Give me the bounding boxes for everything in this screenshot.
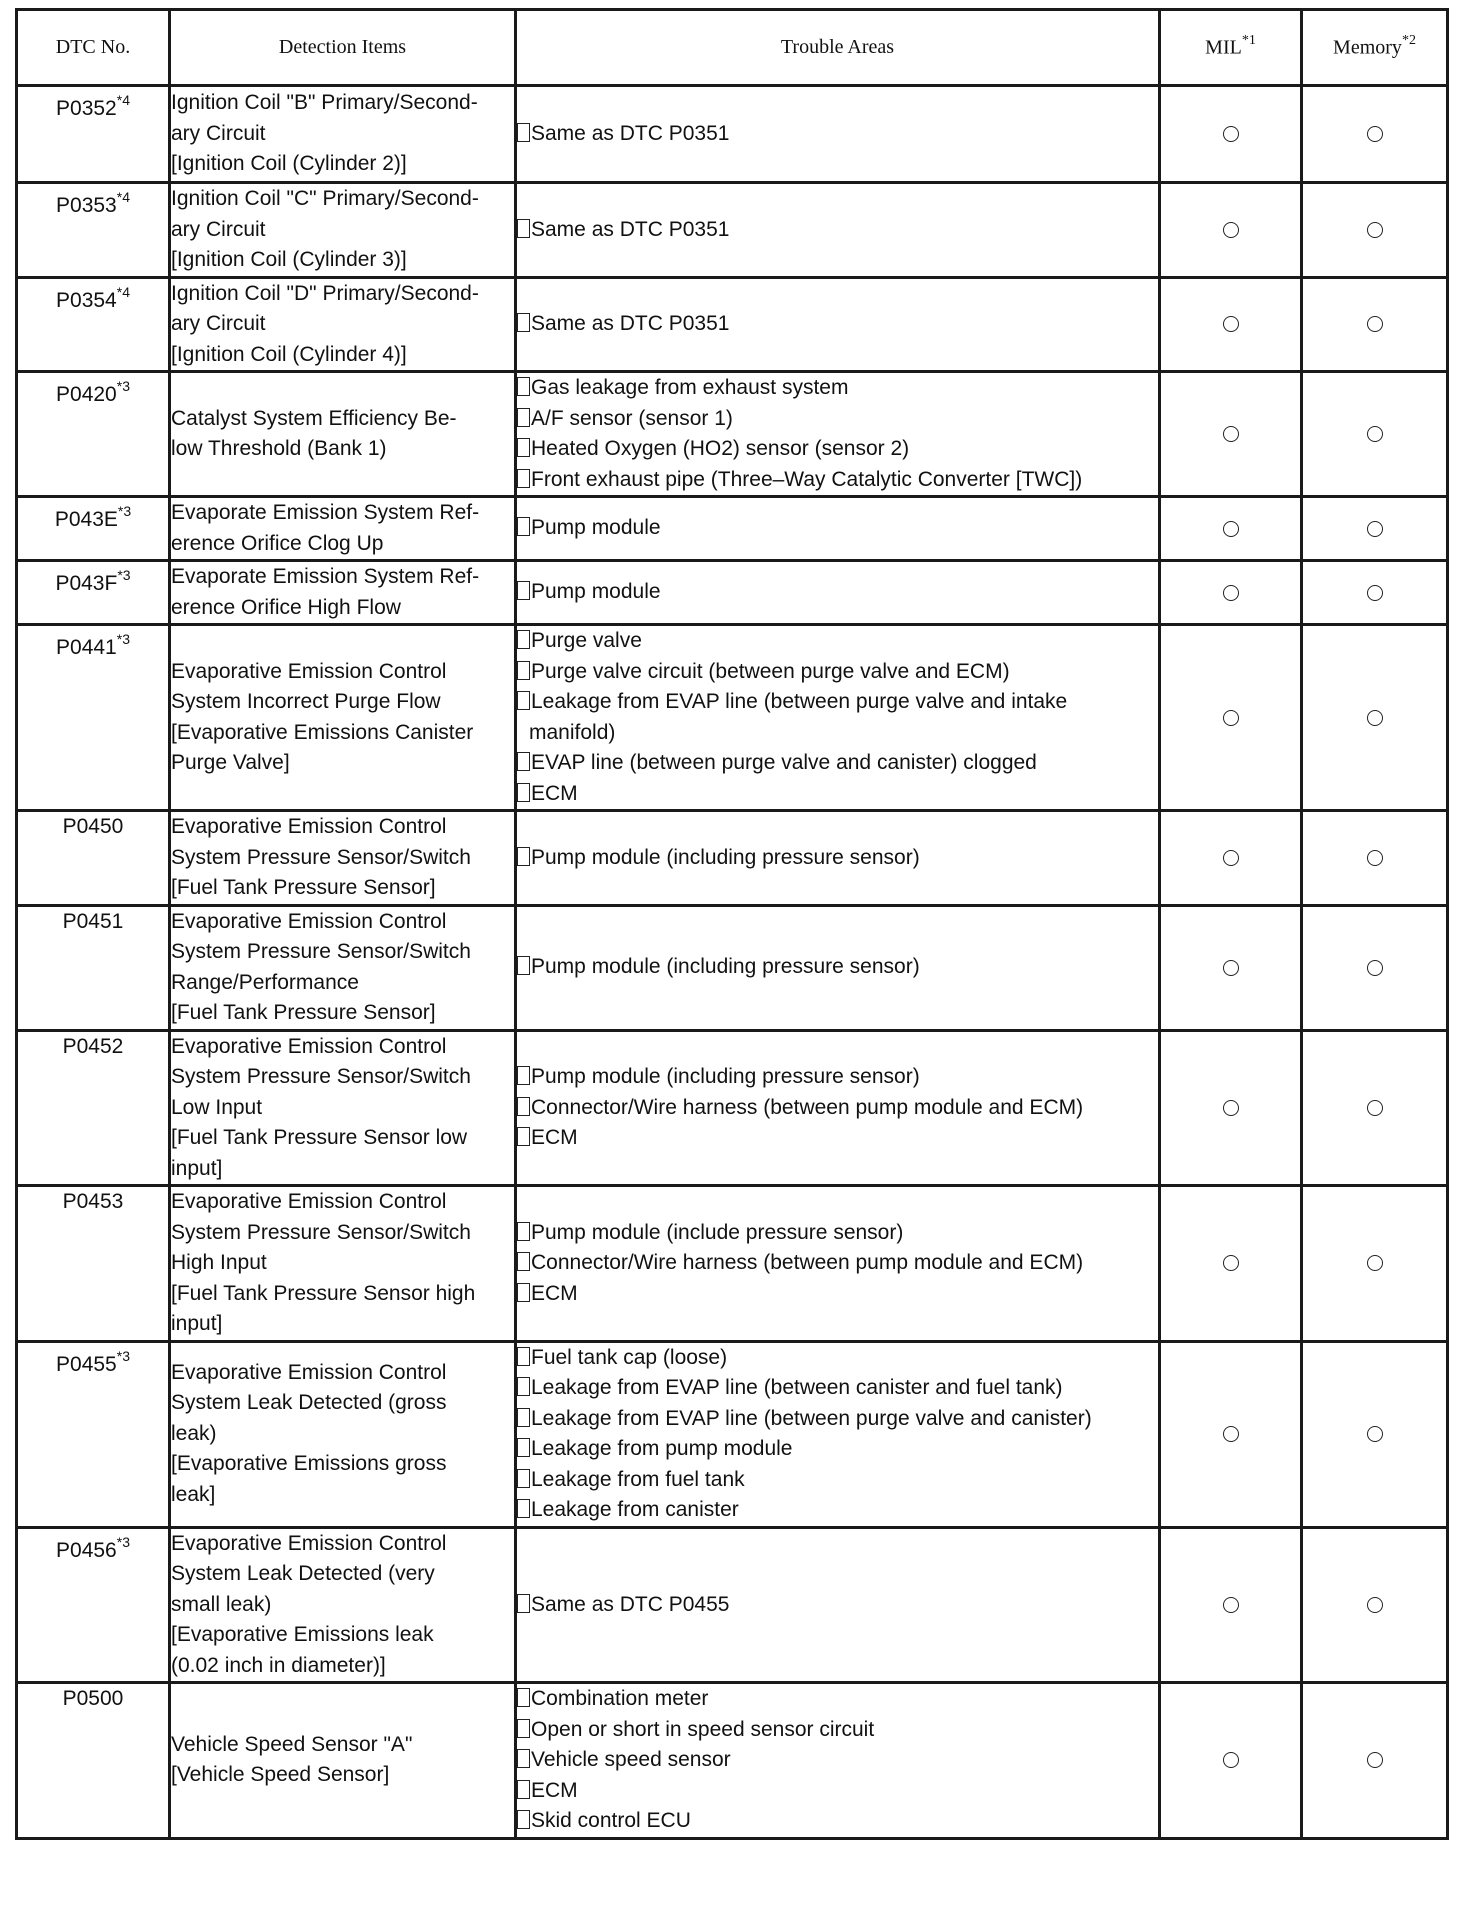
- dtc-code-cell: [17, 905, 170, 1030]
- dtc-footnote: *3: [116, 378, 130, 394]
- detection-item-line: [Ignition Coil (Cylinder 4)]: [171, 342, 407, 366]
- header-memory-note: *2: [1401, 33, 1416, 49]
- memory-cell: [1302, 277, 1448, 372]
- dtc-code-cell: [17, 86, 170, 183]
- trouble-area-text: Leakage from pump module: [531, 1437, 793, 1460]
- bullet-box-icon: [517, 1810, 530, 1829]
- dtc-code: P0441: [56, 636, 117, 659]
- memory-cell: [1302, 1527, 1448, 1683]
- trouble-area-item: [517, 1495, 1158, 1526]
- table-row: [17, 625, 1448, 811]
- trouble-area-text: Purge valve circuit (between purge valve and ECM): [531, 659, 1010, 683]
- table-row: [17, 811, 1448, 906]
- detection-item-line: leak]: [171, 1482, 216, 1506]
- trouble-area-text: EVAP line (between purge valve and canister) clogged: [531, 751, 1037, 774]
- mil-cell: [1160, 561, 1302, 625]
- bullet-box-icon: [517, 691, 530, 710]
- detection-item-line: System Pressure Sensor/Switch: [171, 1065, 471, 1088]
- trouble-area-item: [517, 1123, 1158, 1154]
- mil-cell: [1160, 1030, 1302, 1186]
- trouble-area-text: Same as DTC P0351: [531, 121, 730, 145]
- bullet-box-icon: [517, 438, 530, 457]
- trouble-area-text: A/F sensor (sensor 1): [531, 406, 733, 430]
- detection-item-line: Evaporative Emission Control: [171, 1034, 447, 1058]
- detection-item-line: low Threshold (Bank 1): [171, 437, 387, 460]
- bullet-box-icon: [517, 1377, 530, 1396]
- header-detection: Detection Items: [170, 10, 516, 86]
- memory-cell: [1302, 1030, 1448, 1186]
- header-memory: Memory$^{*2}$: [1302, 10, 1448, 86]
- memory-cell: [1302, 497, 1448, 561]
- trouble-areas-cell: [516, 811, 1160, 906]
- dtc-code-cell: [17, 1341, 170, 1527]
- detection-item-line: Evaporative Emission Control: [171, 815, 447, 838]
- memory-circle-icon: [1367, 850, 1383, 866]
- table-row: [17, 1683, 1448, 1839]
- trouble-area-text: ECM: [531, 1778, 578, 1802]
- detection-item-line: Evaporative Emission Control: [171, 909, 447, 933]
- trouble-area-text: Leakage from EVAP line (between purge valve and canister): [531, 1406, 1092, 1430]
- memory-circle-icon: [1367, 426, 1383, 442]
- bullet-box-icon: [517, 783, 530, 802]
- dtc-code-cell: [17, 811, 170, 906]
- memory-cell: [1302, 183, 1448, 278]
- bullet-box-icon: [517, 123, 530, 142]
- memory-cell: [1302, 561, 1448, 625]
- detection-item-line: [Vehicle Speed Sensor]: [171, 1763, 390, 1787]
- detection-item-line: System Incorrect Purge Flow: [171, 690, 441, 713]
- trouble-area-item: [517, 1343, 1158, 1374]
- detection-item-cell: [170, 811, 516, 906]
- memory-cell: [1302, 625, 1448, 811]
- bullet-box-icon: [517, 581, 530, 600]
- bullet-box-icon: [517, 1780, 530, 1799]
- detection-item-line: Ignition Coil "D" Primary/Second-: [171, 281, 479, 305]
- trouble-area-item: [517, 465, 1158, 496]
- trouble-area-text: Pump module (including pressure sensor): [531, 845, 920, 869]
- detection-item-line: Evaporate Emission System Ref-: [171, 565, 480, 588]
- trouble-area-text: ECM: [531, 1126, 578, 1149]
- trouble-area-item: [517, 404, 1158, 435]
- memory-cell: [1302, 372, 1448, 497]
- trouble-area-item: [517, 687, 1158, 718]
- detection-item-cell: [170, 497, 516, 561]
- trouble-areas-cell: [516, 86, 1160, 183]
- trouble-area-item: [517, 1715, 1158, 1746]
- detection-item-line: erence Orifice High Flow: [171, 595, 401, 619]
- table-row: [17, 1341, 1448, 1527]
- bullet-box-icon: [517, 1222, 530, 1241]
- mil-circle-icon: [1223, 1255, 1239, 1271]
- trouble-area-text: Open or short in speed sensor circuit: [531, 1717, 875, 1741]
- detection-item-line: Vehicle Speed Sensor "A": [171, 1732, 413, 1756]
- header-mil: MIL$^{*1}$: [1160, 10, 1302, 86]
- detection-item-line: System Leak Detected (gross: [171, 1391, 447, 1415]
- bullet-box-icon: [517, 313, 530, 332]
- trouble-areas-cell: [516, 905, 1160, 1030]
- memory-circle-icon: [1367, 1100, 1383, 1116]
- dtc-code: P0450: [62, 815, 124, 838]
- bullet-box-icon: [517, 1594, 530, 1613]
- mil-circle-icon: [1223, 585, 1239, 601]
- dtc-footnote: *3: [116, 1533, 130, 1550]
- trouble-area-text: Pump module: [531, 580, 661, 604]
- header-row: [17, 10, 1448, 86]
- dtc-footnote: *3: [116, 1347, 130, 1364]
- detection-item-line: Ignition Coil "C" Primary/Second-: [171, 187, 479, 210]
- trouble-area-text: Pump module (including pressure sensor): [531, 955, 920, 979]
- detection-item-line: Evaporative Emission Control: [171, 659, 447, 683]
- detection-item-line: input]: [171, 1156, 223, 1180]
- bullet-box-icon: [517, 1438, 530, 1457]
- memory-circle-icon: [1367, 126, 1383, 142]
- memory-circle-icon: [1367, 316, 1383, 332]
- table-row: [17, 372, 1448, 497]
- trouble-area-text: Pump module: [531, 516, 661, 540]
- dtc-code: P0353: [56, 194, 117, 217]
- trouble-area-text: Heated Oxygen (HO2) sensor (sensor 2): [531, 437, 910, 460]
- trouble-area-item: [517, 373, 1158, 404]
- bullet-box-icon: [517, 1127, 530, 1146]
- mil-cell: [1160, 277, 1302, 372]
- detection-item-line: [Ignition Coil (Cylinder 3)]: [171, 248, 407, 271]
- table-row: [17, 497, 1448, 561]
- trouble-area-item: [517, 513, 1158, 544]
- trouble-area-text: ECM: [531, 1281, 578, 1305]
- trouble-area-text: Vehicle speed sensor: [531, 1748, 731, 1771]
- memory-circle-icon: [1367, 1597, 1383, 1613]
- mil-cell: [1160, 811, 1302, 906]
- memory-cell: [1302, 1186, 1448, 1342]
- table-body: [17, 86, 1448, 1839]
- detection-item-line: Catalyst System Efficiency Be-: [171, 406, 457, 430]
- trouble-area-item: [517, 1684, 1158, 1715]
- mil-cell: [1160, 625, 1302, 811]
- mil-circle-icon: [1223, 521, 1239, 537]
- trouble-areas-cell: [516, 1683, 1160, 1839]
- mil-circle-icon: [1223, 316, 1239, 332]
- trouble-area-item: [517, 577, 1158, 608]
- dtc-code: P0455: [56, 1352, 117, 1376]
- trouble-areas-cell: [516, 183, 1160, 278]
- bullet-box-icon: [517, 408, 530, 427]
- detection-item-line: Ignition Coil "B" Primary/Second-: [171, 91, 478, 115]
- dtc-code: P0451: [62, 909, 124, 933]
- mil-cell: [1160, 183, 1302, 278]
- table-row: [17, 86, 1448, 183]
- trouble-area-text: Fuel tank cap (loose): [531, 1345, 728, 1369]
- detection-item-line: Range/Performance: [171, 970, 359, 994]
- detection-item-cell: [170, 1527, 516, 1683]
- memory-circle-icon: [1367, 521, 1383, 537]
- trouble-area-item: [517, 657, 1158, 688]
- trouble-area-text: Leakage from EVAP line (between purge valve and intake: [531, 690, 1068, 713]
- bullet-box-icon: [517, 847, 530, 866]
- dtc-code-cell: [17, 1527, 170, 1683]
- memory-cell: [1302, 811, 1448, 906]
- mil-circle-icon: [1223, 426, 1239, 442]
- detection-item-line: leak): [171, 1421, 217, 1445]
- trouble-area-item: [517, 1218, 1158, 1249]
- trouble-area-item: [517, 1465, 1158, 1496]
- detection-item-cell: [170, 561, 516, 625]
- trouble-area-text: Same as DTC P0455: [531, 1592, 730, 1616]
- mil-cell: [1160, 1341, 1302, 1527]
- trouble-area-text: manifold): [529, 720, 616, 744]
- detection-item-cell: [170, 372, 516, 497]
- detection-item-line: [Fuel Tank Pressure Sensor low: [171, 1126, 468, 1149]
- dtc-code-cell: [17, 625, 170, 811]
- trouble-area-text: Gas leakage from exhaust system: [531, 376, 849, 399]
- trouble-area-item: [517, 748, 1158, 779]
- trouble-area-item: [517, 1373, 1158, 1404]
- trouble-area-item: [517, 718, 1158, 749]
- trouble-area-text: Same as DTC P0351: [531, 312, 730, 335]
- detection-item-cell: [170, 1341, 516, 1527]
- detection-item-line: System Pressure Sensor/Switch: [171, 940, 471, 963]
- memory-circle-icon: [1367, 585, 1383, 601]
- table-row: [17, 183, 1448, 278]
- detection-item-line: Evaporative Emission Control: [171, 1531, 447, 1555]
- detection-item-line: System Pressure Sensor/Switch: [171, 845, 471, 869]
- table-row: [17, 1030, 1448, 1186]
- trouble-area-text: Leakage from EVAP line (between canister and fuel tank): [531, 1376, 1063, 1399]
- dtc-code: P043F: [55, 572, 118, 595]
- bullet-box-icon: [517, 630, 530, 649]
- detection-item-line: [Evaporative Emissions gross: [171, 1452, 447, 1476]
- memory-cell: [1302, 1683, 1448, 1839]
- mil-circle-icon: [1223, 710, 1239, 726]
- bullet-box-icon: [517, 956, 530, 975]
- trouble-areas-cell: [516, 372, 1160, 497]
- trouble-areas-cell: [516, 277, 1160, 372]
- trouble-area-item: [517, 1434, 1158, 1465]
- bullet-box-icon: [517, 1749, 530, 1768]
- memory-circle-icon: [1367, 1752, 1383, 1768]
- trouble-areas-cell: [516, 1030, 1160, 1186]
- trouble-area-text: Connector/Wire harness (between pump module and ECM): [531, 1251, 1084, 1274]
- detection-item-cell: [170, 625, 516, 811]
- memory-cell: [1302, 1341, 1448, 1527]
- trouble-area-item: [517, 952, 1158, 983]
- mil-circle-icon: [1223, 960, 1239, 976]
- dtc-code: P0453: [62, 1190, 124, 1213]
- detection-item-line: [Ignition Coil (Cylinder 2)]: [171, 152, 407, 176]
- mil-cell: [1160, 1527, 1302, 1683]
- dtc-footnote: *3: [116, 631, 130, 647]
- detection-item-line: ary Circuit: [171, 121, 266, 145]
- header-mil-note: *1: [1241, 33, 1256, 49]
- dtc-code: P0500: [62, 1687, 124, 1710]
- bullet-box-icon: [517, 1283, 530, 1302]
- trouble-area-item: [517, 779, 1158, 810]
- bullet-box-icon: [517, 661, 530, 680]
- trouble-area-text: Connector/Wire harness (between pump module and ECM): [531, 1095, 1084, 1119]
- table-row: [17, 905, 1448, 1030]
- trouble-area-item: [517, 1404, 1158, 1435]
- detection-item-cell: [170, 1030, 516, 1186]
- mil-circle-icon: [1223, 1426, 1239, 1442]
- trouble-area-text: Same as DTC P0351: [531, 217, 730, 241]
- memory-cell: [1302, 86, 1448, 183]
- trouble-areas-cell: [516, 497, 1160, 561]
- dtc-code-cell: [17, 1030, 170, 1186]
- trouble-area-item: [517, 626, 1158, 657]
- table-row: [17, 561, 1448, 625]
- detection-item-line: Evaporative Emission Control: [171, 1360, 447, 1384]
- mil-cell: [1160, 497, 1302, 561]
- trouble-area-text: Pump module (including pressure sensor): [531, 1065, 920, 1088]
- dtc-code-cell: [17, 561, 170, 625]
- mil-circle-icon: [1223, 222, 1239, 238]
- trouble-area-item: [517, 1248, 1158, 1279]
- bullet-box-icon: [517, 1347, 530, 1366]
- header-dtc: DTC No.: [17, 10, 170, 86]
- dtc-code: P0452: [62, 1034, 124, 1058]
- memory-circle-icon: [1367, 222, 1383, 238]
- detection-item-line: System Pressure Sensor/Switch: [171, 1220, 471, 1244]
- detection-item-line: small leak): [171, 1592, 272, 1616]
- trouble-area-text: Leakage from canister: [531, 1498, 739, 1521]
- dtc-footnote: *4: [116, 189, 130, 205]
- dtc-table: [15, 8, 1449, 1840]
- memory-circle-icon: [1367, 1255, 1383, 1271]
- detection-item-line: [Fuel Tank Pressure Sensor high: [171, 1281, 476, 1305]
- dtc-footnote: *3: [117, 503, 132, 519]
- dtc-code-cell: [17, 277, 170, 372]
- mil-circle-icon: [1223, 1100, 1239, 1116]
- trouble-areas-cell: [516, 625, 1160, 811]
- detection-item-line: Evaporate Emission System Ref-: [171, 501, 480, 524]
- mil-circle-icon: [1223, 850, 1239, 866]
- trouble-area-item: [517, 1745, 1158, 1776]
- mil-cell: [1160, 372, 1302, 497]
- bullet-box-icon: [517, 1066, 530, 1085]
- detection-item-line: input]: [171, 1312, 223, 1335]
- bullet-box-icon: [517, 752, 530, 771]
- memory-circle-icon: [1367, 960, 1383, 976]
- trouble-area-text: Purge valve: [531, 629, 642, 652]
- detection-item-cell: [170, 1186, 516, 1342]
- detection-item-line: (0.02 inch in diameter)]: [171, 1653, 386, 1677]
- trouble-area-text: Combination meter: [531, 1687, 709, 1710]
- trouble-area-item: [517, 1590, 1158, 1621]
- trouble-area-item: [517, 1279, 1158, 1310]
- trouble-area-text: Skid control ECU: [531, 1809, 691, 1832]
- trouble-areas-cell: [516, 561, 1160, 625]
- trouble-area-item: [517, 119, 1158, 150]
- mil-circle-icon: [1223, 126, 1239, 142]
- dtc-code: P0456: [56, 1538, 117, 1562]
- memory-circle-icon: [1367, 710, 1383, 726]
- detection-item-cell: [170, 905, 516, 1030]
- dtc-code-cell: [17, 183, 170, 278]
- bullet-box-icon: [517, 1688, 530, 1707]
- detection-item-cell: [170, 183, 516, 278]
- bullet-box-icon: [517, 469, 530, 488]
- bullet-box-icon: [517, 377, 530, 396]
- bullet-box-icon: [517, 517, 530, 536]
- trouble-area-item: [517, 1776, 1158, 1807]
- detection-item-line: erence Orifice Clog Up: [171, 531, 384, 555]
- detection-item-line: [Fuel Tank Pressure Sensor]: [171, 876, 436, 899]
- detection-item-line: Purge Valve]: [171, 751, 290, 774]
- dtc-code-cell: [17, 1186, 170, 1342]
- detection-item-line: [Fuel Tank Pressure Sensor]: [171, 1001, 436, 1024]
- detection-item-line: System Leak Detected (very: [171, 1562, 435, 1585]
- trouble-area-text: Pump module (include pressure sensor): [531, 1220, 904, 1244]
- trouble-area-item: [517, 1093, 1158, 1124]
- dtc-code-cell: [17, 372, 170, 497]
- mil-cell: [1160, 905, 1302, 1030]
- dtc-code: P0354: [56, 288, 117, 312]
- table-row: [17, 277, 1448, 372]
- trouble-area-item: [517, 215, 1158, 246]
- trouble-area-item: [517, 309, 1158, 340]
- trouble-areas-cell: [516, 1186, 1160, 1342]
- trouble-area-item: [517, 843, 1158, 874]
- detection-item-cell: [170, 1683, 516, 1839]
- trouble-areas-cell: [516, 1527, 1160, 1683]
- dtc-footnote: *4: [116, 92, 130, 108]
- table-row: [17, 1527, 1448, 1683]
- detection-item-line: High Input: [171, 1251, 267, 1274]
- bullet-box-icon: [517, 1408, 530, 1427]
- dtc-footnote: *3: [117, 567, 131, 583]
- dtc-footnote: *4: [116, 283, 130, 300]
- dtc-code: P043E: [54, 508, 118, 531]
- bullet-box-icon: [517, 1097, 530, 1116]
- trouble-area-text: ECM: [531, 781, 578, 805]
- trouble-area-text: Front exhaust pipe (Three–Way Catalytic Converter [TWC]): [531, 467, 1083, 491]
- trouble-area-item: [517, 1062, 1158, 1093]
- memory-circle-icon: [1367, 1426, 1383, 1442]
- trouble-areas-cell: [516, 1341, 1160, 1527]
- trouble-area-text: Leakage from fuel tank: [531, 1467, 745, 1491]
- detection-item-line: ary Circuit: [171, 217, 266, 241]
- bullet-box-icon: [517, 1499, 530, 1518]
- table-row: [17, 1186, 1448, 1342]
- trouble-area-item: [517, 434, 1158, 465]
- bullet-box-icon: [517, 1469, 530, 1488]
- detection-item-cell: [170, 86, 516, 183]
- bullet-box-icon: [517, 1252, 530, 1271]
- detection-item-line: Low Input: [171, 1095, 263, 1119]
- detection-item-line: [Evaporative Emissions leak: [171, 1623, 434, 1646]
- trouble-area-item: [517, 1806, 1158, 1837]
- bullet-box-icon: [517, 219, 530, 238]
- mil-cell: [1160, 1186, 1302, 1342]
- bullet-box-icon: [517, 1719, 530, 1738]
- detection-item-line: Evaporative Emission Control: [171, 1190, 447, 1213]
- mil-cell: [1160, 1683, 1302, 1839]
- detection-item-line: ary Circuit: [171, 312, 266, 335]
- dtc-code: P0420: [56, 383, 117, 406]
- dtc-code-cell: [17, 1683, 170, 1839]
- mil-circle-icon: [1223, 1752, 1239, 1768]
- dtc-code-cell: [17, 497, 170, 561]
- mil-circle-icon: [1223, 1597, 1239, 1613]
- mil-cell: [1160, 86, 1302, 183]
- header-trouble-areas: Trouble Areas: [516, 10, 1160, 86]
- memory-cell: [1302, 905, 1448, 1030]
- dtc-code: P0352: [56, 97, 117, 120]
- detection-item-line: [Evaporative Emissions Canister: [171, 720, 474, 744]
- detection-item-cell: [170, 277, 516, 372]
